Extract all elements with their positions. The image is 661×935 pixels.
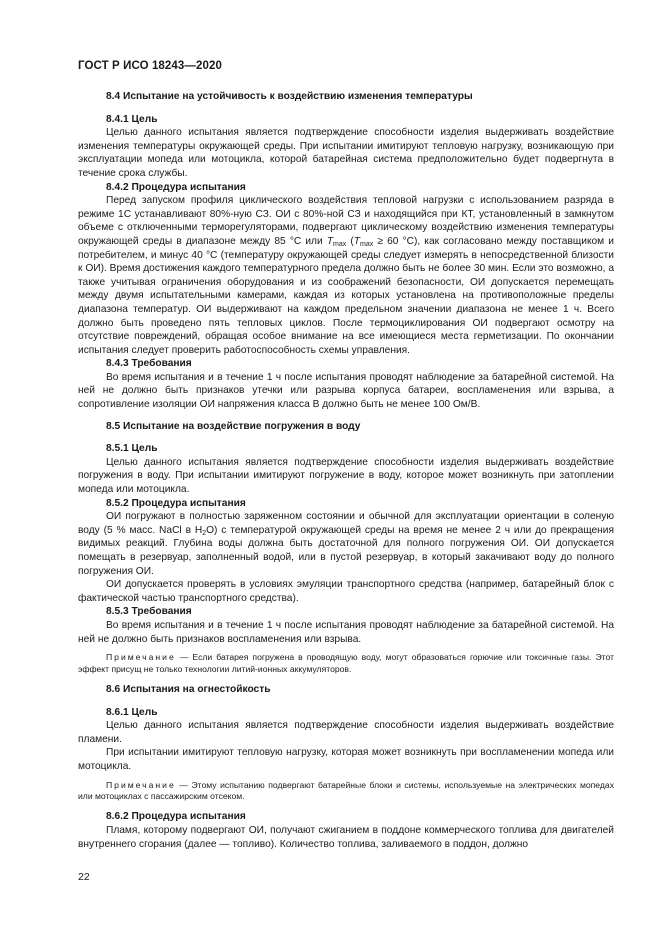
note-text: — Если батарея погружена в проводящую воду, могут образоваться горючие или токсичные газы. Этот эффект присущ не только технологии литий-ионных аккумуляторов. [78, 652, 614, 674]
subsection-8-5-2-title: 8.5.2 Процедура испытания [106, 497, 246, 509]
paragraph-8-6-1-second: При испытании имитируют тепловую нагрузку, которая может возникнуть при воспламенении мопеда или мотоцикла. [78, 747, 614, 772]
paragraph-8-4-2 [78, 194, 614, 357]
note-label-2: Примечание [106, 779, 176, 790]
paragraph-8-5-2-part-b: O) с температурой окружающей среды на время не менее 2 ч или до прекращения видимых реакций. Глубина воды должна быть достаточной для полного погружения ОИ. ОИ допускается помещать в резервуар, заполненный водой, или в пустой резервуар, в который закачивают воду до полного погружения ОИ. [78, 524, 614, 577]
note-label: Примечание [106, 652, 176, 663]
subsection-8-6-1-title: 8.6.1 Цель [106, 706, 158, 718]
paragraph-8-5-2 [78, 510, 614, 578]
note-8-5 [78, 652, 614, 675]
section-8-6-title: 8.6 Испытания на огнестойкость [106, 683, 271, 695]
paragraph-8-5-2-part-a: ОИ погружают в полностью заряженном состоянии и обычной для эксплуатации ориентации в соленую воду (5 % масс. NaCl в H [78, 511, 614, 536]
section-8-5-title: 8.5 Испытание на воздействие погружения в воду [106, 420, 361, 432]
paragraph-8-6-2: Пламя, которому подвергают ОИ, получают сжиганием в поддоне коммерческого топлива для двигателей внутреннего сгорания (далее — топливо). Количество топлива, заливаемого в поддон, должно [78, 824, 614, 850]
tmax-symbol: T [326, 235, 334, 247]
section-8-4-title: 8.4 Испытание на устойчивость к воздействию изменения температуры [106, 91, 473, 102]
paragraph-8-5-3: Во время испытания и в течение 1 ч после испытания проводят наблюдение за батарейной системой. На ней не должно быть признаков воспламенения или взрыва. [78, 619, 614, 645]
paragraph-8-4-3: Во время испытания и в течение 1 ч после испытания проводят наблюдение за батарейной системой. На ней не должно быть признаков утечки или разрыва корпуса батареи, воспламенения или взрыва, а сопротивление изоляции ОИ напряжения класса В должно быть не менее 100 Ом/В. [78, 371, 614, 411]
subsection-8-4-2-title: 8.4.2 Процедура испытания [106, 181, 246, 193]
paragraph-8-4-2-part-b: ( [346, 235, 354, 247]
tmax-subscript: max [333, 240, 347, 248]
page-content [78, 90, 614, 851]
document-header: ГОСТ Р ИСО 18243—2020 [78, 60, 223, 72]
tmax-subscript-2: max [360, 240, 374, 248]
subsection-8-4-1-title: 8.4.1 Цель [106, 113, 158, 125]
tmax-symbol-2: T [353, 235, 361, 247]
subsection-8-5-3-title: 8.5.3 Требования [106, 606, 192, 618]
paragraph-8-4-2-part-c: ≥ 60 °С), как согласовано между поставщиком и потребителем, и минус 40 °С (температуру окружающей среды следует измерять в непосредственной близости к ОИ). Время достижения каждого температурного предела должно быть не более 30 мин. Если это возможно, а также учитывая ограничения оборудования и из соображений безопасности, ОИ допускается перемещать между двумя испытательными камерами, каждая из которых установлена на противоположные пределы диапазона температур. ОИ выдерживают на каждом предельном значении диапазона не менее 1 ч. Всего должно быть проведено пять тепловых циклов. После термоциклирования ОИ подвергают осмотру на отсутствие повреждений, обращая особое внимание на все имеющиеся места герметизации. По окончании испытания следует проверить работоспособность схемы управления. [78, 235, 614, 356]
note-8-6 [78, 780, 614, 803]
note-text-2: — Этому испытанию подвергают батарейные блоки и системы, используемые на электрических мопедах или мотоциклах с пассажирским отсеком. [78, 779, 614, 801]
paragraph-8-4-1: Целью данного испытания является подтверждение способности изделия выдерживать воздействие изменения температуры окружающей среды. При испытании имитируют тепловую нагрузку, возникающую при эксплуатации мопеда или мотоцикла, которой батарейная система предположительно будет подвергнута в течение срока службы. [78, 127, 614, 179]
paragraph-8-4-2-part-a: Перед запуском профиля циклического воздействия тепловой нагрузки с использованием разряда в режиме 1С устанавливают 80%-ную СЗ. ОИ с 80%-ной СЗ и находящийся при КТ, установленный в замкнутом объеме с отключенными терморегуляторами, подвергают циклическому воздействию изменения температуры окружающей среды в диапазоне между 85 °С или [78, 195, 614, 247]
page-number: 22 [78, 871, 90, 883]
h2o-subscript: 2 [202, 529, 207, 537]
subsection-8-6-2-title: 8.6.2 Процедура испытания [106, 811, 246, 823]
subsection-8-5-1-title: 8.5.1 Цель [106, 443, 158, 455]
paragraph-8-6-1: Целью данного испытания является подтверждение способности изделия выдерживать воздействие пламени. [78, 720, 614, 745]
paragraph-8-5-1: Целью данного испытания является подтверждение способности изделия выдерживать воздействие погружения в воду. При испытании имитируют погружение в воду, которое может возникнуть при затоплении мопеда или мотоцикла. [78, 456, 614, 496]
subsection-8-4-3-title: 8.4.3 Требования [106, 358, 192, 370]
paragraph-8-5-2-second: ОИ допускается проверять в условиях эмуляции транспортного средства (например, батарейный блок с фактической частью транспортного средства). [78, 579, 614, 604]
